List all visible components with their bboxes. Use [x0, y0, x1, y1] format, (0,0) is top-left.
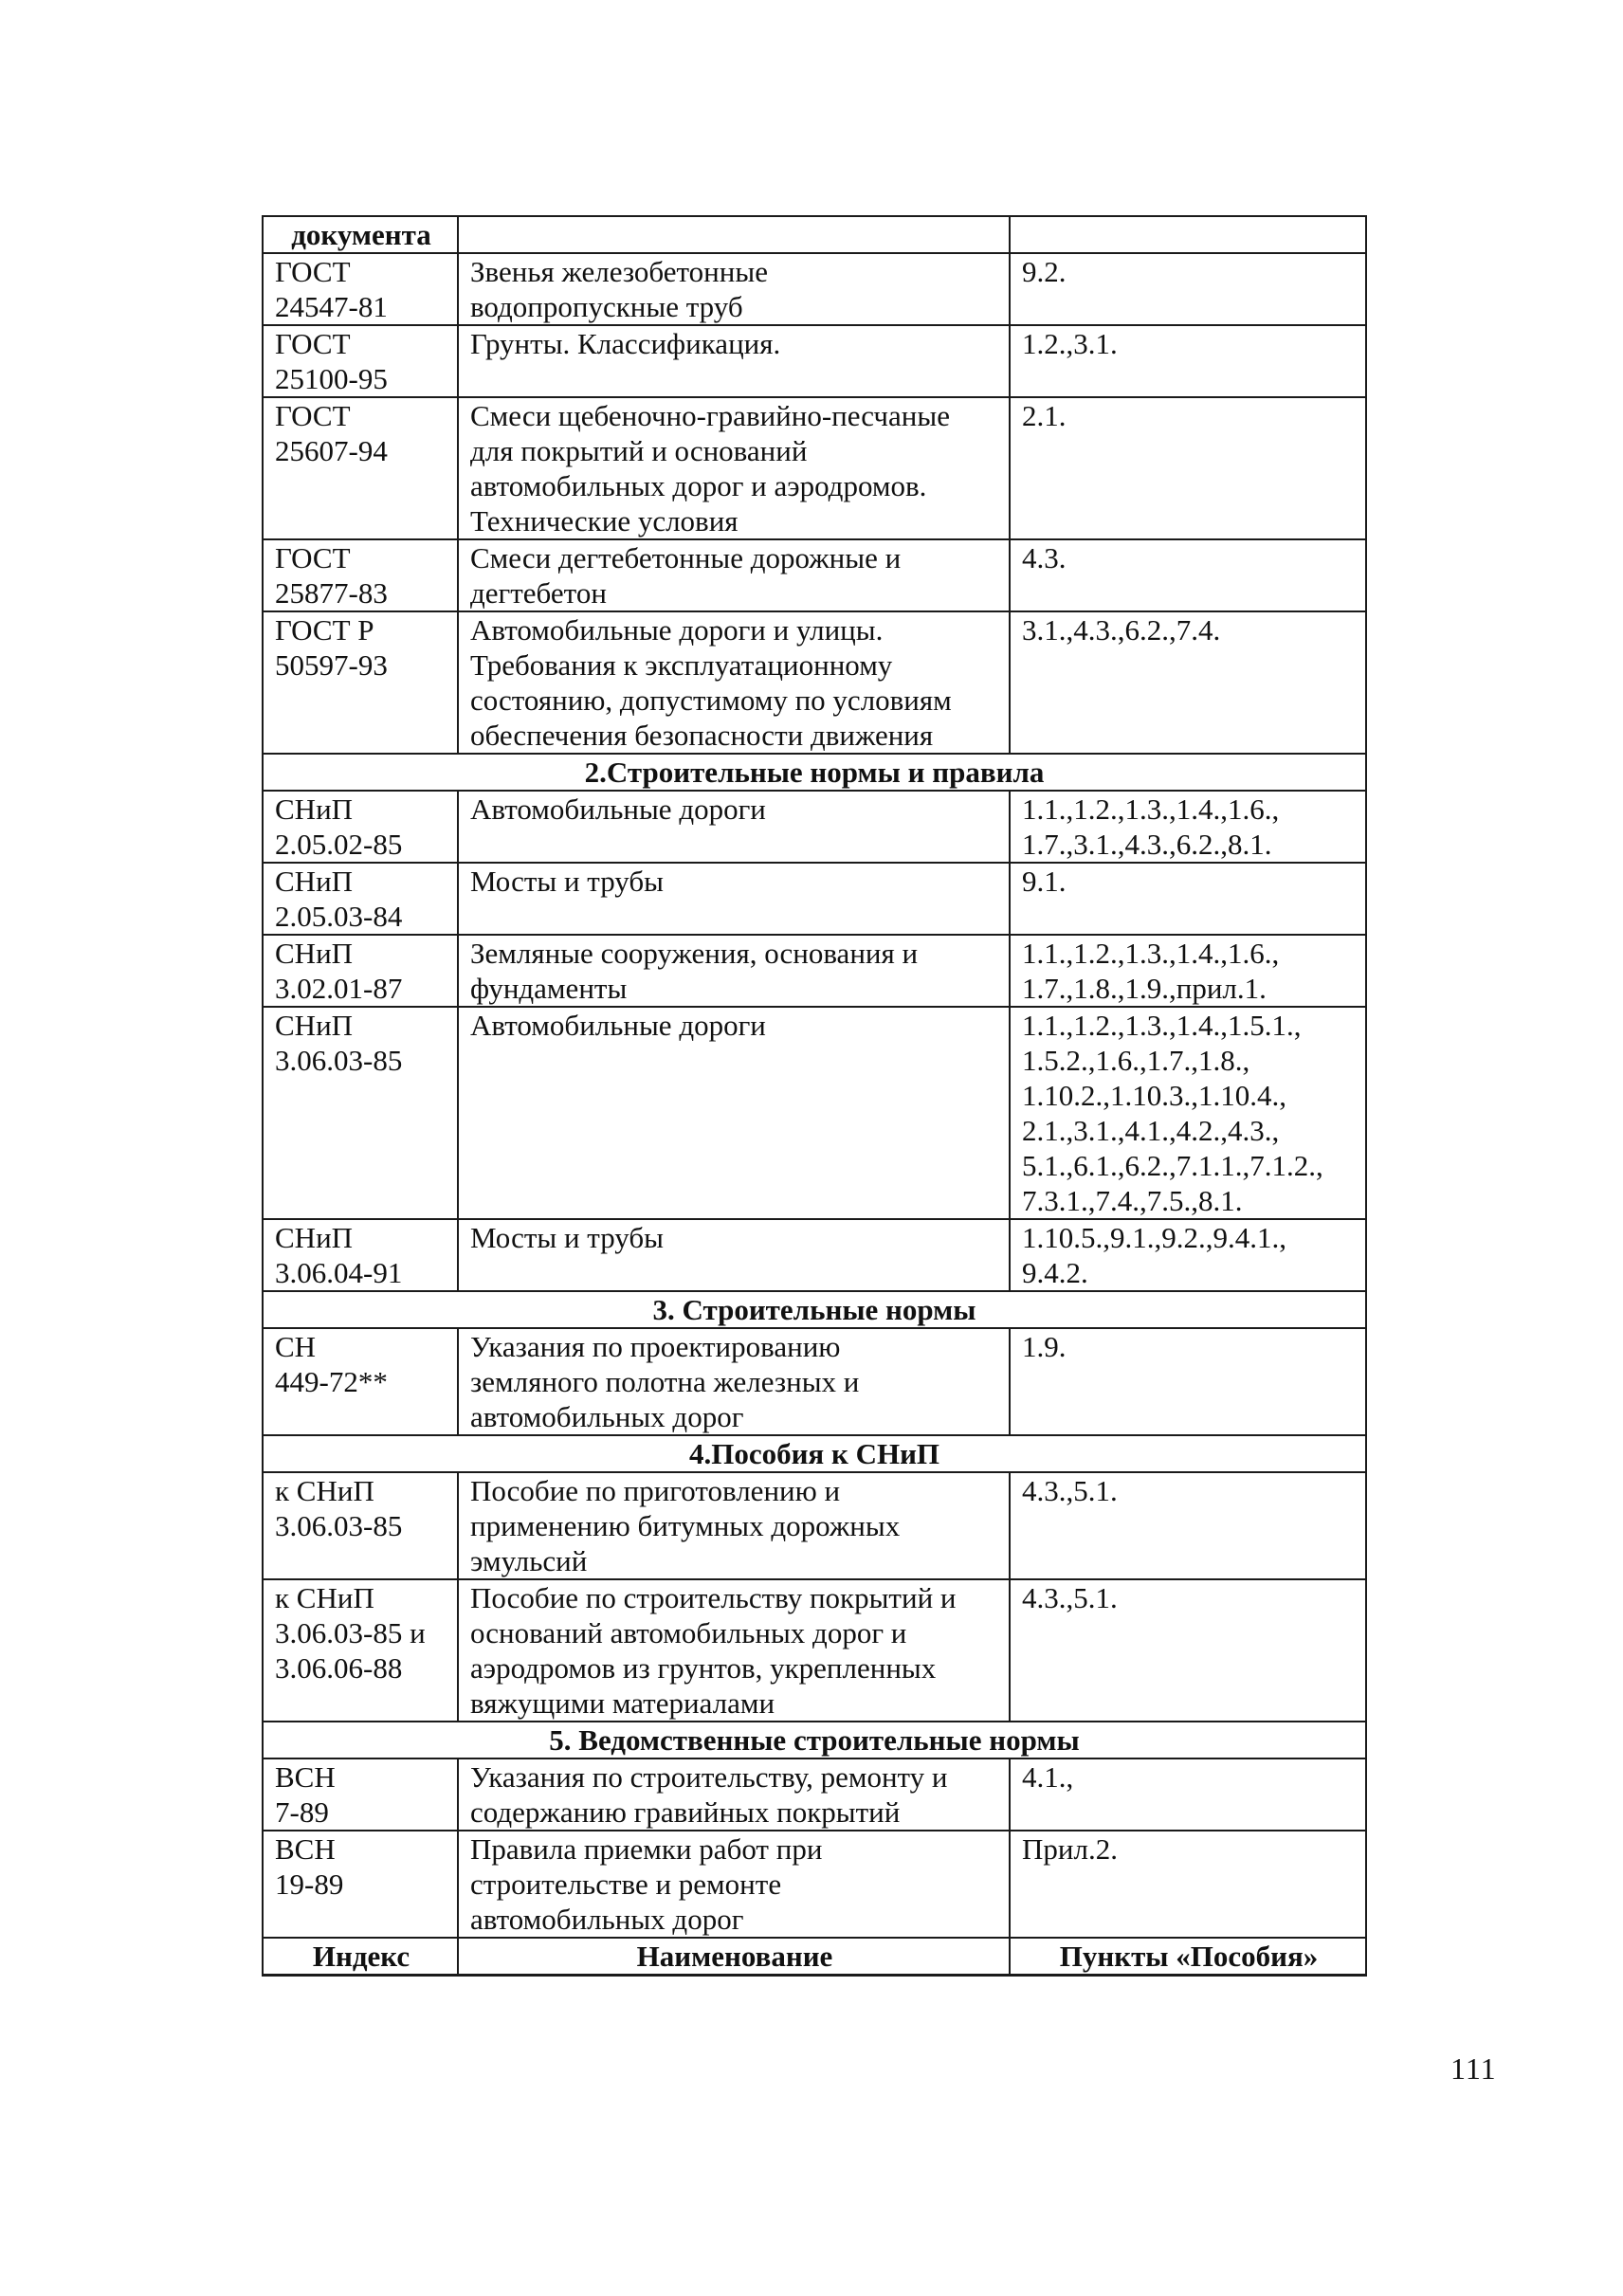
normative-documents-table — [262, 215, 1367, 1977]
manual-points: 1.1.,1.2.,1.3.,1.4.,1.5.1., 1.5.2.,1.6.,1.7.,1.8., 1.10.2.,1.10.3.,1.10.4., 2.1.,3.1.,4.1.,4.2.,4.3., 5.1.,6.1.,6.2.,7.1.1.,7.1.2., 7.3.1.,7.4.,7.5.,8.1. — [1010, 1007, 1366, 1219]
manual-points: 9.1. — [1010, 863, 1366, 935]
manual-points: 9.2. — [1010, 253, 1366, 325]
document-name: Правила приемки работ при строительстве и ремонте автомобильных дорог — [458, 1831, 1010, 1938]
document-index: ГОСТ 25100-95 — [263, 325, 458, 397]
document-name: Пособие по приготовлению и применению битумных дорожных эмульсий — [458, 1472, 1010, 1579]
section-heading-row — [263, 1722, 1366, 1758]
document-index: СНиП 2.05.02-85 — [263, 791, 458, 863]
manual-points: 1.2.,3.1. — [1010, 325, 1366, 397]
manual-points: 1.1.,1.2.,1.3.,1.4.,1.6., 1.7.,3.1.,4.3.,6.2.,8.1. — [1010, 791, 1366, 863]
document-index: к СНиП 3.06.03-85 и 3.06.06-88 — [263, 1579, 458, 1722]
empty-cell — [1010, 216, 1366, 253]
document-index: ГОСТ Р 50597-93 — [263, 611, 458, 754]
document-name: Земляные сооружения, основания и фундаменты — [458, 935, 1010, 1007]
document-name: Мосты и трубы — [458, 1219, 1010, 1291]
manual-points: 4.3. — [1010, 539, 1366, 611]
index-column-header: Индекс — [263, 1938, 458, 1976]
document-name: Смеси щебеночно-гравийно-песчаные для покрытий и оснований автомобильных дорог и аэродромов. Технические условия — [458, 397, 1010, 539]
section-heading-sn: 3. Строительные нормы — [263, 1291, 1366, 1328]
manual-points: 4.3.,5.1. — [1010, 1472, 1366, 1579]
document-index: ГОСТ 25607-94 — [263, 397, 458, 539]
table-row — [263, 1328, 1366, 1435]
table-row — [263, 539, 1366, 611]
table-row — [263, 1579, 1366, 1722]
table-row — [263, 397, 1366, 539]
manual-points: 2.1. — [1010, 397, 1366, 539]
table-column-headers-row — [263, 1938, 1366, 1976]
document-name: Звенья железобетонные водопропускные труб — [458, 253, 1010, 325]
table-row — [263, 863, 1366, 935]
document-index: СНиП 3.06.03-85 — [263, 1007, 458, 1219]
table-row — [263, 1219, 1366, 1291]
manual-points: 1.1.,1.2.,1.3.,1.4.,1.6., 1.7.,1.8.,1.9.,прил.1. — [1010, 935, 1366, 1007]
document-index: СН 449-72** — [263, 1328, 458, 1435]
section-heading-row — [263, 754, 1366, 791]
document-name: Указания по проектированию земляного полотна железных и автомобильных дорог — [458, 1328, 1010, 1435]
manual-points: 3.1.,4.3.,6.2.,7.4. — [1010, 611, 1366, 754]
document-index: СНиП 3.02.01-87 — [263, 935, 458, 1007]
table-row — [263, 325, 1366, 397]
page-number: 111 — [1450, 2051, 1497, 2086]
section-heading-posobie: 4.Пособия к СНиП — [263, 1435, 1366, 1472]
section-heading-snip: 2.Строительные нормы и правила — [263, 754, 1366, 791]
table-row — [263, 1831, 1366, 1938]
table-continuation-header-row — [263, 216, 1366, 253]
document-name: Пособие по строительству покрытий и оснований автомобильных дорог и аэродромов из грунтов, укрепленных вяжущими материалами — [458, 1579, 1010, 1722]
manual-points: 1.10.5.,9.1.,9.2.,9.4.1., 9.4.2. — [1010, 1219, 1366, 1291]
document-index: СНиП 3.06.04-91 — [263, 1219, 458, 1291]
document-index: к СНиП 3.06.03-85 — [263, 1472, 458, 1579]
document-name: Смеси дегтебетонные дорожные и дегтебетон — [458, 539, 1010, 611]
document-index: ВСН 7-89 — [263, 1758, 458, 1831]
section-heading-row — [263, 1291, 1366, 1328]
table-row — [263, 253, 1366, 325]
section-heading-vsn: 5. Ведомственные строительные нормы — [263, 1722, 1366, 1758]
name-column-header: Наименование — [458, 1938, 1010, 1976]
points-column-header: Пункты «Пособия» — [1010, 1938, 1366, 1976]
document-index: ГОСТ 24547-81 — [263, 253, 458, 325]
manual-points: 4.1., — [1010, 1758, 1366, 1831]
manual-points: 1.9. — [1010, 1328, 1366, 1435]
index-column-header-fragment: документа — [263, 216, 458, 253]
table-row — [263, 1758, 1366, 1831]
table-row — [263, 1472, 1366, 1579]
table-row — [263, 935, 1366, 1007]
document-name: Грунты. Классификация. — [458, 325, 1010, 397]
document-index: СНиП 2.05.03-84 — [263, 863, 458, 935]
document-name: Автомобильные дороги — [458, 791, 1010, 863]
table-row — [263, 611, 1366, 754]
section-heading-row — [263, 1435, 1366, 1472]
document-name: Указания по строительству, ремонту и содержанию гравийных покрытий — [458, 1758, 1010, 1831]
empty-cell — [458, 216, 1010, 253]
document-name: Автомобильные дороги — [458, 1007, 1010, 1219]
document-index: ГОСТ 25877-83 — [263, 539, 458, 611]
document-name: Автомобильные дороги и улицы. Требования к эксплуатационному состоянию, допустимому по условиям обеспечения безопасности движения — [458, 611, 1010, 754]
manual-points: 4.3.,5.1. — [1010, 1579, 1366, 1722]
table-row — [263, 1007, 1366, 1219]
document-index: ВСН 19-89 — [263, 1831, 458, 1938]
manual-points: Прил.2. — [1010, 1831, 1366, 1938]
document-name: Мосты и трубы — [458, 863, 1010, 935]
table-row — [263, 791, 1366, 863]
